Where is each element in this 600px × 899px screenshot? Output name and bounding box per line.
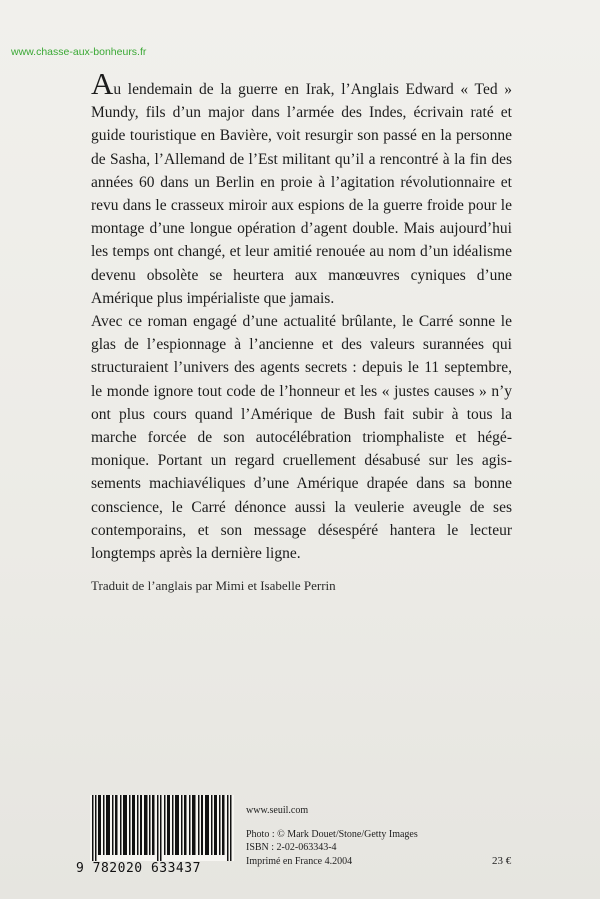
publisher-website: www.seuil.com bbox=[246, 805, 309, 816]
barcode-bars-icon bbox=[90, 795, 234, 861]
barcode-digits: 9 782020 633437 bbox=[76, 861, 201, 876]
translator-credit: Traduit de l’anglais par Mimi et Isabelle Perrin bbox=[91, 578, 336, 593]
isbn-number: ISBN : 2-02-063343-4 bbox=[246, 842, 337, 854]
publication-info bbox=[246, 828, 418, 868]
isbn-barcode bbox=[76, 795, 234, 881]
photo-credit: Photo : © Mark Douet/Stone/Getty Images bbox=[246, 829, 418, 840]
blurb-paragraph-2: Avec ce roman engagé d’une actualité brûlante, le Carré sonne le glas de l’espionnage à l’ancienne et des valeurs surannées qui structuraient l’univers des agents secrets : depuis le 11 septembre, le monde ignore tout code de l’honneur et les « justes causes » n’y ont plus cours quand l’Amérique de Bush fait subir à tous la marche forcée de son autocélébration triomphaliste et hégémonique. Portant un regard cruellement désabusé sur les agissements machiavéliques d’une Amérique drapée dans sa bonne conscience, le Carré dénonce aussi la veulerie aveugle de ses contemporains, et son message désespéré hantera le lecteur longtemps après la dernière ligne. bbox=[91, 313, 512, 563]
blurb-paragraph-1: Au lendemain de la guerre en Irak, l’Anglais Edward « Ted » Mundy, fils d’un major dans l’armée des Indes, écrivain raté et guide touristique en Bavière, voit resurgir son passé en la personne de Sasha, l’Allemand de l’Est militant qu’il a rencontré à la fin des années 60 dans un Berlin en proie à l’agitation révolutionnaire et revu dans le crasseux miroir aux espions de la guerre froide pour le montage d’une longue opération d’agent double. Mais aujourd’hui les temps ont changé, et leur amitié renouée au nom d’un idéalisme devenu obsolète se heurtera aux manœuvres cyniques d’une Amérique plus impérialiste que jamais. bbox=[91, 66, 512, 307]
watermark-url: www.chasse-aux-bonheurs.fr bbox=[11, 46, 147, 58]
printing-info: Imprimé en France 4.2004 bbox=[246, 855, 353, 867]
blurb-text bbox=[91, 66, 512, 565]
price-label: 23 € bbox=[492, 855, 512, 867]
